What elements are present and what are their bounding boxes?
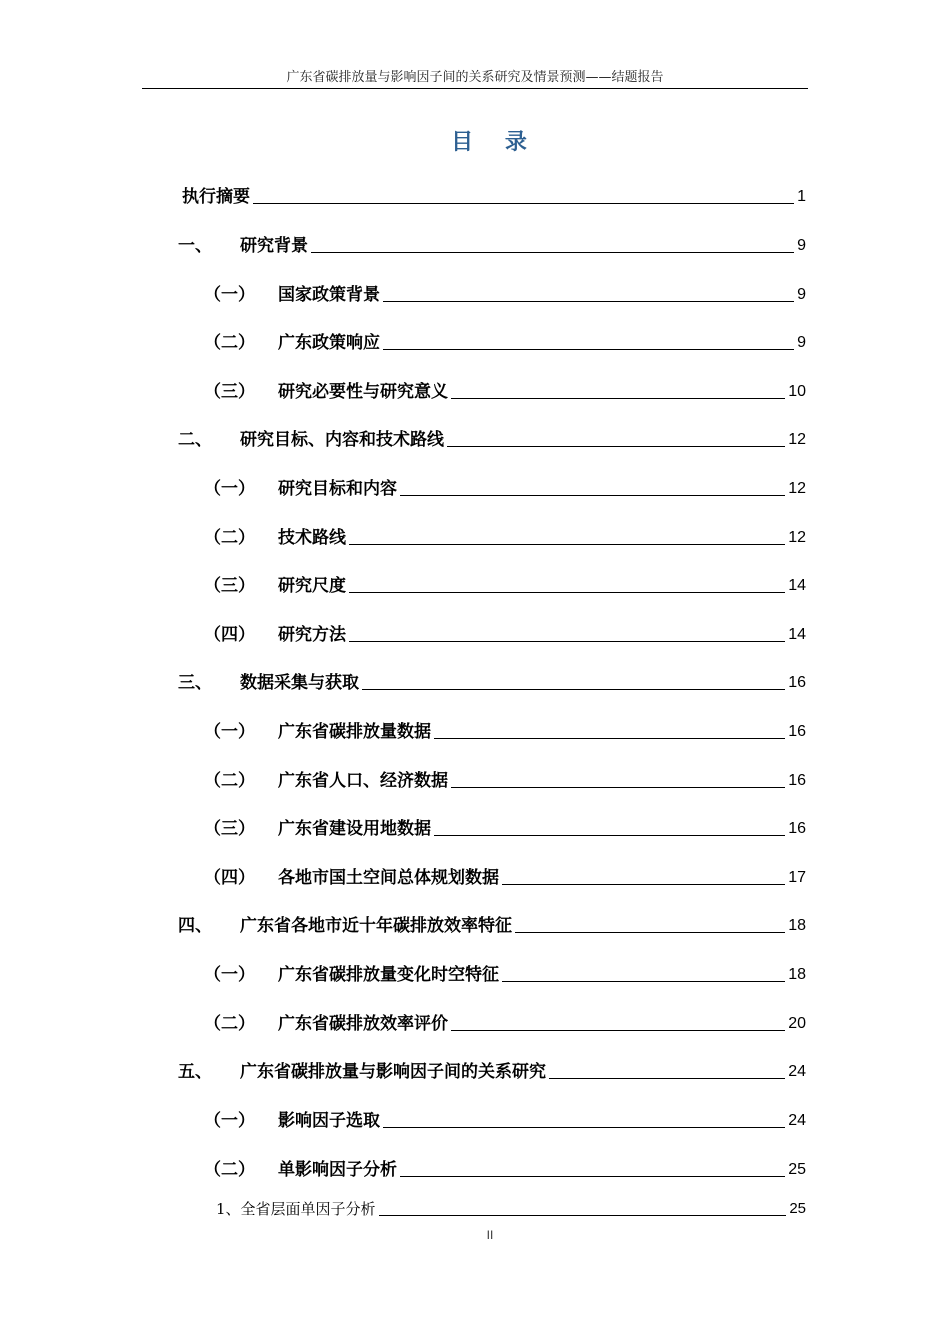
toc-leader <box>349 544 785 545</box>
toc-entry-page: 12 <box>788 529 806 546</box>
toc-entry[interactable] <box>178 427 806 451</box>
toc-entry-number: （三） <box>204 576 255 596</box>
toc-leader <box>383 301 794 302</box>
toc-leader <box>349 641 785 642</box>
toc-entry-page: 18 <box>788 917 806 934</box>
toc-leader <box>400 495 785 496</box>
toc-leader <box>253 203 794 204</box>
page-number: II <box>486 1228 494 1242</box>
toc-entry-label: 国家政策背景 <box>278 285 380 305</box>
toc-entry-page: 12 <box>788 480 806 497</box>
toc-entry[interactable] <box>204 573 806 597</box>
toc-entry[interactable] <box>204 330 806 354</box>
toc-leader <box>451 1030 785 1031</box>
toc-leader <box>434 738 785 739</box>
toc-entry-label: 各地市国土空间总体规划数据 <box>278 868 499 888</box>
toc-entry-label: 广东省碳排放量与影响因子间的关系研究 <box>240 1062 546 1082</box>
toc-entry-page: 16 <box>788 772 806 789</box>
toc-entry-label: 广东政策响应 <box>278 333 380 353</box>
toc-entry-page: 25 <box>788 1161 806 1178</box>
toc-entry-number: 二、 <box>178 430 212 450</box>
toc-leader <box>349 592 785 593</box>
toc-leader <box>311 252 794 253</box>
toc-entry-label: 广东省碳排放量变化时空特征 <box>278 965 499 985</box>
toc-entry[interactable] <box>204 1011 806 1035</box>
toc-leader <box>383 1127 785 1128</box>
toc-entry[interactable] <box>178 913 806 937</box>
toc-leader <box>379 1215 787 1216</box>
toc-leader <box>447 446 785 447</box>
toc-entry-page: 17 <box>788 869 806 886</box>
toc-leader <box>383 349 794 350</box>
toc-entry-label: 单影响因子分析 <box>278 1160 397 1180</box>
toc-entry-page: 20 <box>788 1015 806 1032</box>
toc-leader <box>515 932 785 933</box>
toc-leader <box>451 787 785 788</box>
toc-entry-number: （一） <box>204 285 255 305</box>
toc-title: 目 录 <box>451 130 539 155</box>
toc-entry[interactable] <box>204 719 806 743</box>
toc-entry-number: （三） <box>204 819 255 839</box>
toc-entry[interactable] <box>204 768 806 792</box>
toc-entry-number: （一） <box>204 965 255 985</box>
toc-entry-number: （二） <box>204 528 255 548</box>
header-rule <box>142 88 808 89</box>
toc-entry-page: 16 <box>788 723 806 740</box>
toc-entry-label: 数据采集与获取 <box>240 673 359 693</box>
toc-entry-label: 研究目标、内容和技术路线 <box>240 430 444 450</box>
toc-entry-label: 广东省各地市近十年碳排放效率特征 <box>240 916 512 936</box>
toc-entry-number: 一、 <box>178 236 212 256</box>
toc-entry-page: 24 <box>788 1063 806 1080</box>
toc-entry-number: （四） <box>204 625 255 645</box>
toc-entry-label: 技术路线 <box>278 528 346 548</box>
toc-entry-page: 16 <box>788 820 806 837</box>
toc-leader <box>362 689 785 690</box>
toc-entry-page: 9 <box>797 237 806 254</box>
toc-entry-number: （一） <box>204 722 255 742</box>
toc-leader <box>400 1176 785 1177</box>
toc-leader <box>549 1078 785 1079</box>
toc-entry[interactable] <box>216 1196 806 1220</box>
toc-entry-label: 广东省建设用地数据 <box>278 819 431 839</box>
toc-entry[interactable] <box>204 1108 806 1132</box>
toc-entry[interactable] <box>178 1059 806 1083</box>
toc-entry-number: （二） <box>204 1014 255 1034</box>
toc-entry-page: 25 <box>789 1200 806 1217</box>
toc-leader <box>502 981 785 982</box>
toc-entry[interactable] <box>178 670 806 694</box>
toc-entry[interactable] <box>204 865 806 889</box>
toc-entry-page: 12 <box>788 431 806 448</box>
toc-entry[interactable] <box>204 379 806 403</box>
toc-entry-number: （二） <box>204 333 255 353</box>
running-header: 广东省碳排放量与影响因子间的关系研究及情景预测——结题报告 <box>286 70 664 85</box>
toc-entry-label: 研究必要性与研究意义 <box>278 382 448 402</box>
toc-entry-number: （二） <box>204 1160 255 1180</box>
toc-entry[interactable] <box>182 184 806 208</box>
toc-entry[interactable] <box>204 1157 806 1181</box>
toc-entry-page: 14 <box>788 626 806 643</box>
toc-entry-label: 研究方法 <box>278 625 346 645</box>
toc-entry-label: 广东省人口、经济数据 <box>278 771 448 791</box>
toc-entry[interactable] <box>178 233 806 257</box>
toc-entry-number: （一） <box>204 479 255 499</box>
toc-entry-page: 24 <box>788 1112 806 1129</box>
toc-leader <box>502 884 785 885</box>
toc-entry-label: 研究尺度 <box>278 576 346 596</box>
toc-entry-label: 研究目标和内容 <box>278 479 397 499</box>
toc-entry-page: 14 <box>788 577 806 594</box>
toc-entry-page: 16 <box>788 674 806 691</box>
toc-entry-label: 广东省碳排放量数据 <box>278 722 431 742</box>
toc-entry-page: 9 <box>797 286 806 303</box>
toc-leader <box>434 835 785 836</box>
toc-entry-label: 执行摘要 <box>182 187 250 207</box>
toc-entry-number: 五、 <box>178 1062 212 1082</box>
toc-entry-label: 影响因子选取 <box>278 1111 380 1131</box>
toc-entry-page: 1 <box>797 188 806 205</box>
toc-entry[interactable] <box>204 622 806 646</box>
toc-entry-number: （四） <box>204 868 255 888</box>
toc-entry[interactable] <box>204 525 806 549</box>
toc-entry[interactable] <box>204 816 806 840</box>
toc-entry-number: （一） <box>204 1111 255 1131</box>
toc-entry[interactable] <box>204 962 806 986</box>
toc-entry-number: 三、 <box>178 673 212 693</box>
toc-entry-label: 研究背景 <box>240 236 308 256</box>
toc-leader <box>451 398 785 399</box>
toc-entry-number: （三） <box>204 382 255 402</box>
toc-entry[interactable] <box>204 282 806 306</box>
toc-entry-label: 广东省碳排放效率评价 <box>278 1014 448 1034</box>
toc-entry-page: 9 <box>797 334 806 351</box>
toc-entry[interactable] <box>204 476 806 500</box>
toc-entry-page: 10 <box>788 383 806 400</box>
toc-entry-page: 18 <box>788 966 806 983</box>
toc-entry-number: 四、 <box>178 916 212 936</box>
toc-entry-number: （二） <box>204 771 255 791</box>
toc-entry-label: 1、全省层面单因子分析 <box>216 1200 376 1218</box>
